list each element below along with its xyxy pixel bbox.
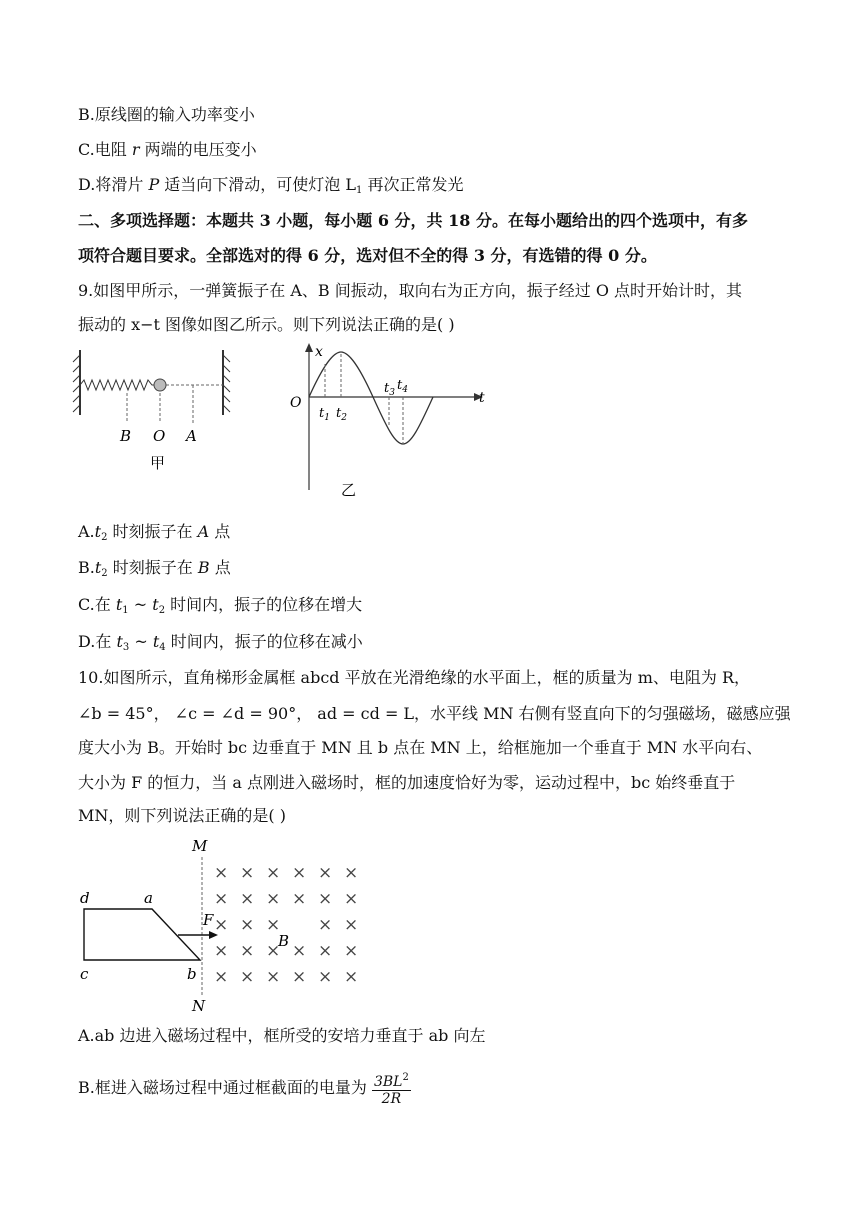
field-cross: × xyxy=(240,915,255,935)
q10-stem-line-4: 大小为 F 的恒力，当 a 点刚进入磁场时，框的加速度恰好为零，运动过程中，bc 始终垂直于 xyxy=(78,773,736,792)
field-cross: × xyxy=(214,889,229,909)
field-cross: × xyxy=(214,941,229,961)
field-cross: × xyxy=(344,941,359,961)
label-n: N xyxy=(192,997,206,1015)
sine-curve xyxy=(309,352,433,444)
tick-t2: $t_2$ xyxy=(336,406,347,423)
axis-t-label: t xyxy=(479,390,485,406)
field-cross: × xyxy=(318,889,333,909)
field-cross: × xyxy=(318,863,333,883)
caption-jia: 甲 xyxy=(150,454,166,472)
field-cross: × xyxy=(318,941,333,961)
figure-xt-graph xyxy=(285,340,495,505)
q8-option-b: B.原线圈的输入功率变小 xyxy=(78,105,255,124)
field-cross: × xyxy=(266,915,281,935)
q8-option-d: D.将滑片 P 适当向下滑动，可使灯泡 $L_1$ 再次正常发光 xyxy=(78,175,464,196)
field-cross: × xyxy=(266,967,281,987)
axis-x-label: x xyxy=(315,344,323,360)
field-cross: × xyxy=(240,941,255,961)
field-cross: × xyxy=(344,863,359,883)
label-a: a xyxy=(144,889,153,907)
field-cross: × xyxy=(318,915,333,935)
tick-t4: $t_4$ xyxy=(397,378,408,395)
q9-option-c: C.在 $t_1$ ~ $t_2$ 时间内，振子的位移在增大 xyxy=(78,595,363,616)
label-a: A xyxy=(186,427,197,445)
field-cross: × xyxy=(318,967,333,987)
caption-yi: 乙 xyxy=(341,481,357,499)
field-cross: × xyxy=(240,889,255,909)
field-cross: × xyxy=(266,941,281,961)
field-cross: × xyxy=(344,967,359,987)
q10-stem-line-2: ∠b = 45°， ∠c = ∠d = 90°， ad = cd = L，水平线 MN 右侧有竖直向下的匀强磁场，磁感应强 xyxy=(78,704,791,723)
label-o: O xyxy=(153,427,166,445)
figure-trapezoid-field xyxy=(70,835,380,1020)
q9-option-d: D.在 $t_3$ ~ $t_4$ 时间内，振子的位移在减小 xyxy=(78,632,363,653)
q10-stem-line-5: MN，则下列说法正确的是( ) xyxy=(78,806,286,825)
field-cross: × xyxy=(292,941,307,961)
section-heading-line-1: 二、多项选择题：本题共 3 小题，每小题 6 分，共 18 分。在每小题给出的四个选项中，有多 xyxy=(78,211,748,230)
magnetic-field-crosses xyxy=(214,863,358,987)
section-heading-line-2: 项符合题目要求。全部选对的得 6 分，选对但不全的得 3 分，有选错的得 0 分。 xyxy=(78,246,657,265)
q9-option-a: $A.t_2$ 时刻振子在 A 点 xyxy=(78,522,231,543)
label-field-b: B xyxy=(278,932,290,950)
label-f: F xyxy=(203,911,214,929)
label-b: B xyxy=(120,427,132,445)
q10-option-a: A.ab 边进入磁场过程中，框所受的安培力垂直于 ab 向左 xyxy=(78,1026,486,1045)
label-m: M xyxy=(192,837,208,855)
q10-stem-line-3: 度大小为 B。开始时 bc 边垂直于 MN 且 b 点在 MN 上，给框施加一个垂直于 MN 水平向右、 xyxy=(78,738,763,757)
label-c: c xyxy=(80,965,89,983)
q9-option-b: $B.t_2$ 时刻振子在 B 点 xyxy=(78,558,231,579)
tick-t3: $t_3$ xyxy=(384,381,395,398)
charge-fraction: $\frac{3BL^2}{2R}$ xyxy=(373,1072,409,1107)
field-cross: × xyxy=(292,967,307,987)
q9-stem-line-1: 9.如图甲所示，一弹簧振子在 A、B 间振动，取向右为正方向，振子经过 O 点时开始计时，其 xyxy=(78,281,743,300)
field-cross: × xyxy=(240,967,255,987)
field-cross: × xyxy=(240,863,255,883)
field-cross: × xyxy=(266,863,281,883)
q10-stem-line-1: 10.如图所示，直角梯形金属框 abcd 平放在光滑绝缘的水平面上，框的质量为 m、电阻为 R， xyxy=(78,668,750,687)
field-cross: × xyxy=(344,915,359,935)
q9-stem-line-2: 振动的 x−t 图像如图乙所示。则下列说法正确的是( ) xyxy=(78,315,455,334)
q8-option-c: C.电阻 r 两端的电压变小 xyxy=(78,140,257,159)
label-d: d xyxy=(80,889,90,907)
field-cross: × xyxy=(214,863,229,883)
field-cross: × xyxy=(344,889,359,909)
q10-option-b: B.框进入磁场过程中通过框截面的电量为 $\frac{3BL^2}{2R}$ xyxy=(78,1072,409,1107)
label-b: b xyxy=(187,965,197,983)
field-cross: × xyxy=(214,915,229,935)
tick-t1: $t_1$ xyxy=(319,406,330,423)
field-cross: × xyxy=(214,967,229,987)
oscillator-ball xyxy=(154,379,166,391)
origin-label: O xyxy=(290,395,302,411)
field-cross: × xyxy=(266,889,281,909)
field-cross: × xyxy=(292,889,307,909)
figure-spring-oscillator xyxy=(70,345,240,505)
field-cross: × xyxy=(292,863,307,883)
